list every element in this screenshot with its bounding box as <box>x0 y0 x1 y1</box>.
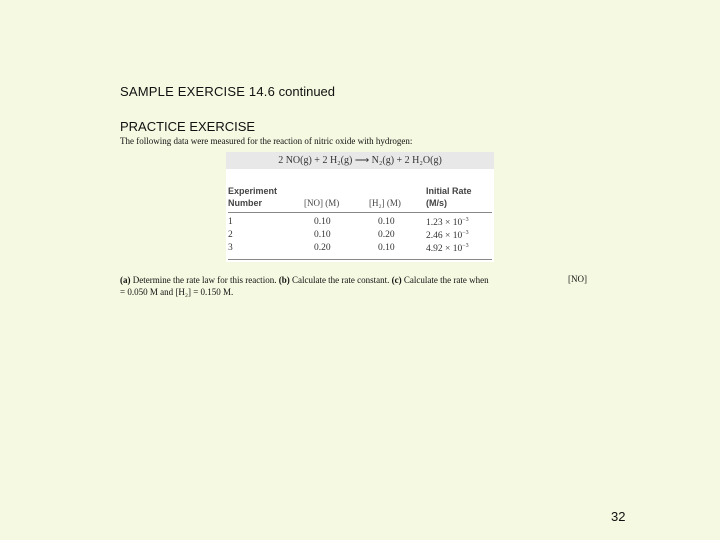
question-b-text: Calculate the rate constant. <box>289 275 392 285</box>
question-a-text: Determine the rate law for this reaction. <box>130 275 279 285</box>
question-b-label: (b) <box>278 275 290 285</box>
row-1-h2: 0.10 <box>378 217 395 227</box>
question-a-label: (a) <box>120 275 131 285</box>
row-2-rate-value: 2.46 × 10 <box>426 231 463 242</box>
row-1-rate-value: 1.23 × 10 <box>426 218 463 229</box>
equation-rhs: N₂(g) + 2 H₂O(g) <box>371 155 442 166</box>
header-no: [NO] (M) <box>304 198 340 208</box>
header-divider <box>228 212 492 213</box>
equation-arrow: ⟶ <box>354 155 370 166</box>
header-experiment-line1: Experiment <box>228 186 278 196</box>
reaction-equation <box>226 152 494 169</box>
question-line-1 <box>120 274 540 286</box>
header-experiment-line2: Number <box>228 198 263 208</box>
question-line-2: = 0.050 M and [H₂] = 0.150 M. <box>120 287 234 297</box>
practice-title: PRACTICE EXERCISE <box>120 119 256 134</box>
page-number: 32 <box>611 509 626 524</box>
row-3-exp: 3 <box>228 243 233 253</box>
exercise-heading-sub: continued <box>278 84 336 99</box>
row-1-rate <box>426 217 469 228</box>
question-c-text: Calculate the rate when <box>401 275 489 285</box>
header-rate <box>426 185 472 209</box>
header-h2: [H₂] (M) <box>369 198 401 208</box>
row-3-rate <box>426 243 469 254</box>
row-2-rate <box>426 230 469 241</box>
equation-lhs: 2 NO(g) + 2 H₂(g) <box>278 155 353 166</box>
row-3-no: 0.20 <box>314 243 331 253</box>
exercise-heading <box>120 84 335 99</box>
row-2-h2: 0.20 <box>378 230 395 240</box>
question-c-label: (c) <box>391 275 402 285</box>
data-table-figure <box>226 152 494 262</box>
row-2-rate-exponent: −3 <box>462 230 469 236</box>
row-2-exp: 2 <box>228 230 233 240</box>
row-1-no: 0.10 <box>314 217 331 227</box>
intro-text: The following data were measured for the reaction of nitric oxide with hydrogen: <box>120 136 413 146</box>
row-1-rate-exponent: −3 <box>462 217 469 223</box>
table-bottom-divider <box>228 259 492 260</box>
row-1-exp: 1 <box>228 217 233 227</box>
no-concentration-label: [NO] <box>568 274 587 284</box>
exercise-heading-main: SAMPLE EXERCISE 14.6 <box>120 84 276 99</box>
row-3-rate-value: 4.92 × 10 <box>426 244 463 255</box>
row-3-rate-exponent: −3 <box>462 243 469 249</box>
row-3-h2: 0.10 <box>378 243 395 253</box>
row-2-no: 0.10 <box>314 230 331 240</box>
question-text <box>120 274 540 298</box>
header-experiment <box>228 185 277 209</box>
header-rate-line2: (M/s) <box>426 198 447 208</box>
header-rate-line1: Initial Rate <box>426 186 472 196</box>
